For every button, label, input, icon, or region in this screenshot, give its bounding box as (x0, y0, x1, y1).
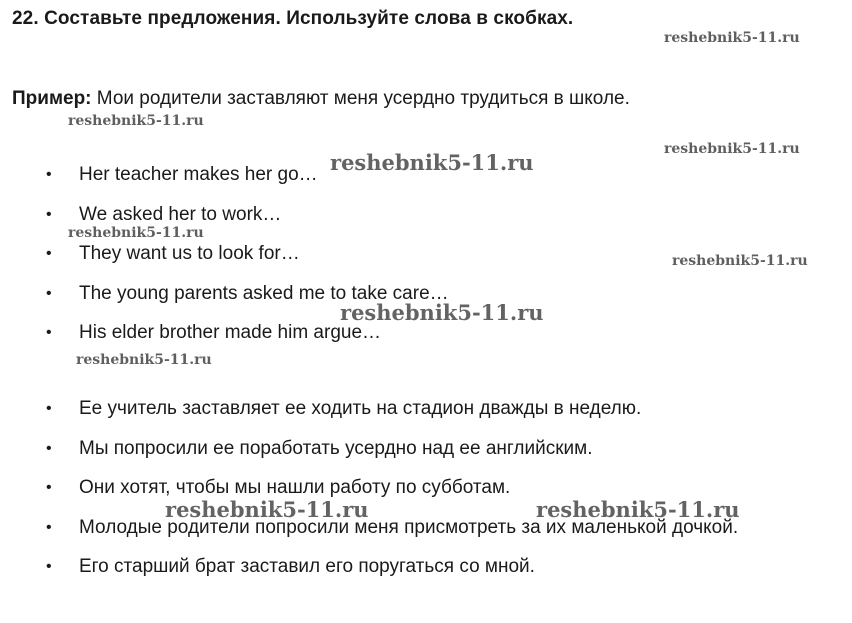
list-item-text: We asked her to work… (79, 203, 282, 225)
watermark: reshebnik5-11.ru (536, 497, 740, 522)
watermark: reshebnik5-11.ru (664, 30, 800, 46)
list-item-text: Они хотят, чтобы мы нашли работу по субботам. (79, 477, 511, 498)
bullet: • (46, 479, 52, 496)
list-item-text: Ее учитель заставляет ее ходить на стадион дважды в неделю. (79, 398, 642, 419)
exercise-title: 22. Составьте предложения. Используйте слова в скобках. (12, 8, 574, 29)
bullet: • (46, 400, 52, 417)
example-label: Пример: (12, 88, 92, 109)
example-text: Мои родители заставляют меня усердно трудиться в школе. (91, 88, 630, 109)
list-item-text: The young parents asked me to take care… (79, 282, 449, 304)
bullet: • (46, 558, 52, 575)
example-line (12, 88, 630, 110)
watermark: reshebnik5-11.ru (664, 141, 800, 157)
watermark: reshebnik5-11.ru (165, 497, 369, 522)
bullet: • (46, 284, 52, 302)
list-item-text: Его старший брат заставил его поругаться со мной. (79, 556, 535, 577)
watermark: reshebnik5-11.ru (330, 150, 534, 175)
watermark: reshebnik5-11.ru (68, 113, 204, 129)
list-item-text: Молодые родители попросили меня присмотреть за их маленькой дочкой. (79, 516, 739, 538)
watermark: reshebnik5-11.ru (672, 253, 808, 269)
bullet: • (46, 439, 52, 457)
watermark: reshebnik5-11.ru (76, 352, 212, 368)
bullet: • (46, 205, 52, 223)
list-item-text: Мы попросили ее поработать усердно над ее английским. (79, 437, 593, 459)
list-item-text: His elder brother made him argue… (79, 322, 382, 343)
watermark: reshebnik5-11.ru (68, 225, 204, 241)
list-item-text: Her teacher makes her go… (79, 164, 318, 185)
bullet: • (46, 245, 52, 262)
bullet: • (46, 324, 52, 341)
list-item-text: They want us to look for… (79, 243, 300, 264)
watermark: reshebnik5-11.ru (340, 300, 544, 325)
bullet: • (46, 518, 52, 536)
bullet: • (46, 166, 52, 183)
